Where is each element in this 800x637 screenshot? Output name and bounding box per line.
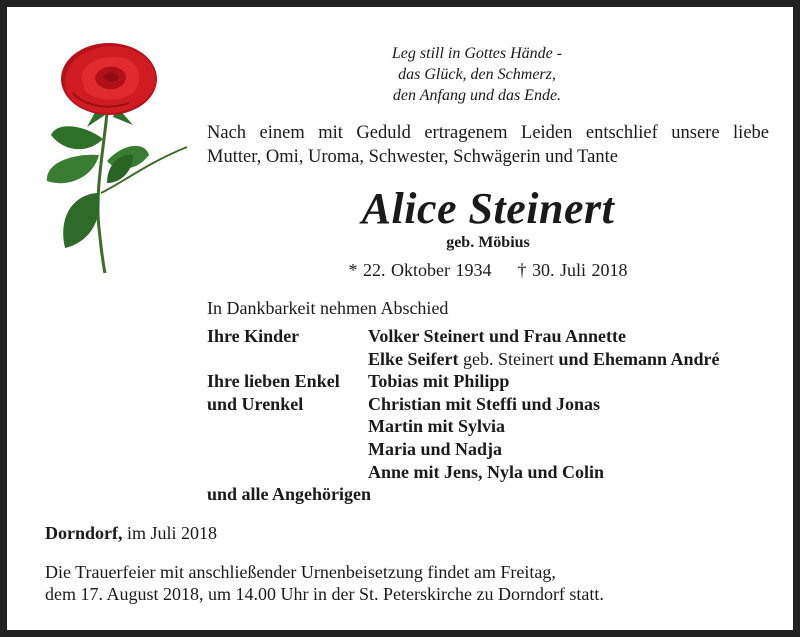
- family-list: [207, 325, 777, 506]
- list-item: [207, 438, 777, 461]
- member-spouse: und Ehemann André: [558, 348, 720, 369]
- list-item: [207, 415, 777, 438]
- list-item: [207, 393, 777, 416]
- relatives-label: und alle Angehörigen: [207, 484, 372, 505]
- list-item: [207, 325, 777, 348]
- town: Dorndorf,: [45, 523, 123, 543]
- family-member: [368, 348, 720, 371]
- member-maiden: geb. Steinert: [458, 348, 559, 369]
- poem-line: das Glück, den Schmerz,: [398, 66, 556, 83]
- family-member: Martin mit Sylvia: [368, 416, 505, 437]
- maiden-name: geb. Möbius: [446, 234, 530, 251]
- service-line: Die Trauerfeier mit anschließender Urnenbeisetzung findet am Freitag,: [45, 562, 556, 582]
- life-dates: [207, 258, 769, 282]
- farewell-heading: In Dankbarkeit nehmen Abschied: [207, 298, 449, 318]
- list-item: [207, 483, 777, 506]
- place-date: [45, 521, 217, 545]
- family-member: Volker Steinert und Frau Annette: [368, 326, 627, 346]
- deceased-name: Alice Steinert: [361, 184, 615, 233]
- family-label: Ihre Kinder: [207, 326, 300, 346]
- poem-line: Leg still in Gottes Hände -: [391, 45, 563, 62]
- death-date: † 30. Juli 2018: [517, 260, 628, 280]
- member-name: Elke Seifert: [368, 348, 459, 369]
- poem-line: den Anfang und das Ende.: [392, 87, 562, 104]
- list-item: [207, 370, 777, 393]
- family-member: Anne mit Jens, Nyla und Colin: [368, 461, 605, 482]
- family-member: Christian mit Steffi und Jonas: [368, 393, 601, 414]
- service-info: [45, 561, 604, 605]
- birth-date: * 22. Oktober 1934: [348, 260, 492, 280]
- intro-line: Mutter, Omi, Uroma, Schwester, Schwägerin und Tante: [207, 147, 618, 167]
- rose-image: [37, 43, 197, 275]
- list-item: [207, 348, 777, 371]
- family-label: Ihre lieben Enkel: [207, 371, 340, 392]
- service-line: dem 17. August 2018, um 14.00 Uhr in der St. Peterskirche zu Dorndorf statt.: [45, 584, 604, 604]
- family-member: Maria und Nadja: [368, 438, 503, 459]
- family-member: Tobias mit Philipp: [368, 371, 510, 392]
- family-label: und Urenkel: [207, 393, 304, 414]
- month-year: im Juli 2018: [122, 523, 218, 543]
- intro-line: Nach einem mit Geduld ertragenem Leiden entschlief unsere liebe: [207, 123, 769, 143]
- list-item: [207, 461, 777, 484]
- poem: [347, 43, 607, 106]
- intro-text: [207, 121, 769, 169]
